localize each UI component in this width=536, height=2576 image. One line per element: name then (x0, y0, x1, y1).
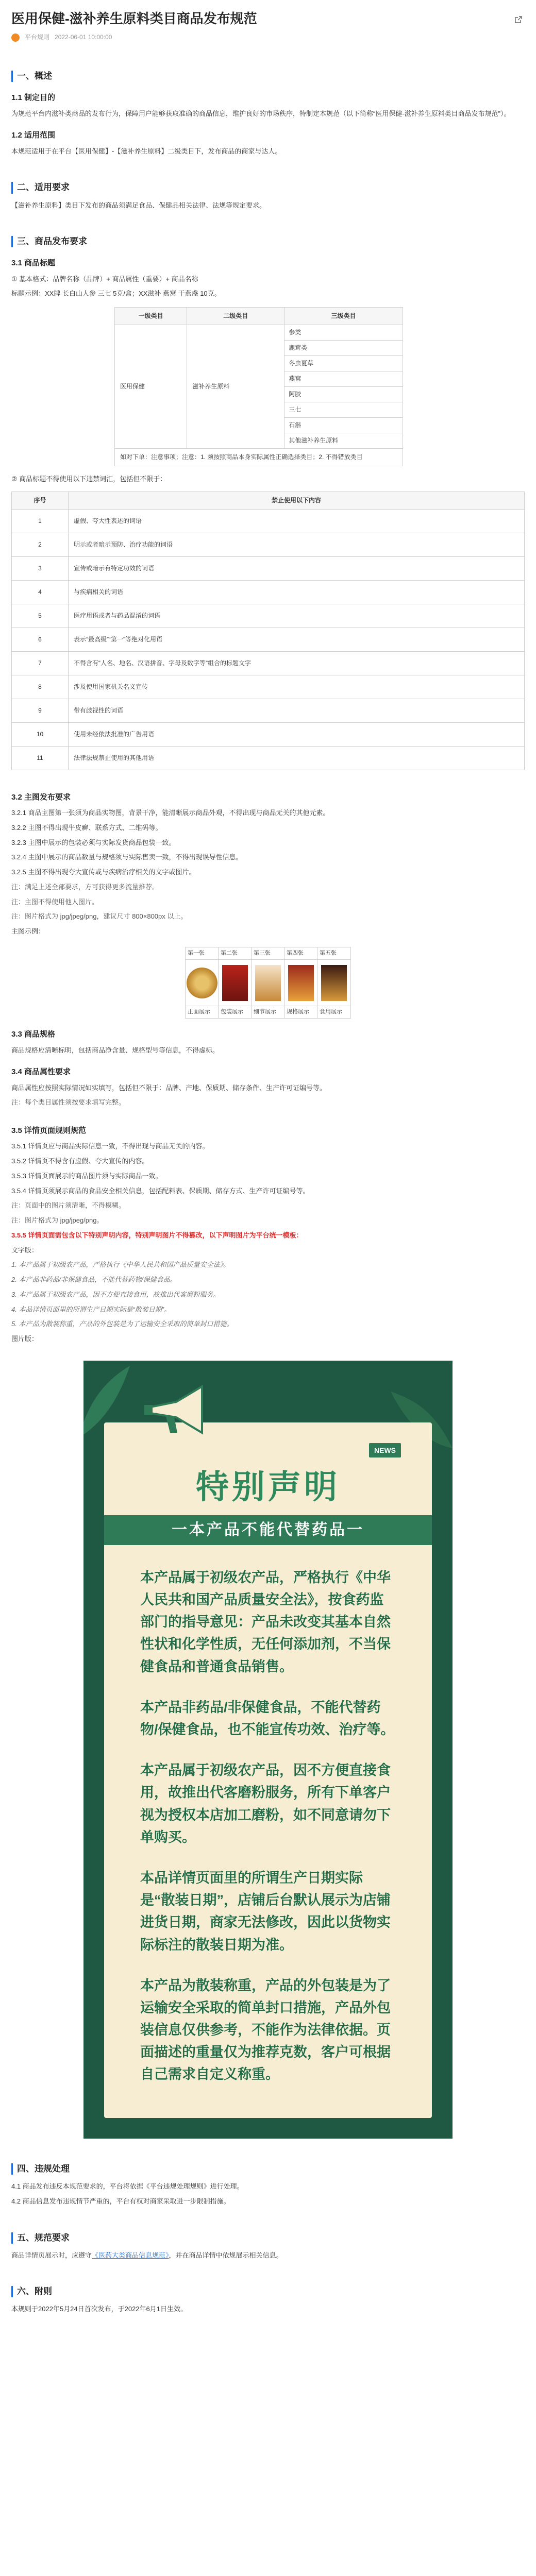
table-header: 二级类目 (187, 308, 284, 325)
paragraph: 3.5.2 详情页不得含有虚假、夸大宣传的内容。 (11, 1157, 149, 1165)
row-text: 宣传或暗示有特定功效的词语 (69, 556, 525, 580)
highlight-rule: 3.5.5 详情页面需包含以下特别声明内容，特别声明图片不得篡改，以下声明图片为平台统一模板： (11, 1231, 303, 1239)
row-text: 带有歧视性的词语 (69, 699, 525, 722)
thumb-foot: 正面展示 (188, 1009, 210, 1015)
publish-date: 2022-06-01 10:00:00 (55, 33, 112, 41)
paragraph: 图片版： (11, 1335, 39, 1343)
row-number: 9 (12, 699, 69, 722)
poster-paragraph: 本产品属于初级农产品，因不方便直接食用，故推出代客磨粉服务，所有下单客户视为授权本店加工磨粉，如不同意请勿下单购买。 (140, 1762, 391, 1845)
row-number: 1 (12, 509, 69, 533)
paragraph: 4.2 商品信息发布违规情节严重的，平台有权对商家采取进一步限制措施。 (11, 2197, 230, 2205)
table-row (12, 699, 525, 722)
subsection-title: 1.1 制定目的 (11, 93, 56, 103)
statement-line: 3. 本产品属于初级农产品，因不方便直接食用，故推出代客磨粉服务。 (11, 1290, 220, 1298)
row-text: 涉及使用国家机关名义宣传 (69, 675, 525, 699)
row-text: 法律法规禁止使用的其他用语 (69, 746, 525, 770)
poster-body (140, 1567, 396, 2105)
main-image-examples (11, 947, 525, 1019)
row-number: 8 (12, 675, 69, 699)
paragraph: ② 商品标题不得使用以下违禁词汇，包括但不限于： (11, 475, 167, 483)
megaphone-icon (140, 1381, 217, 1443)
category-item: 鹿茸类 (284, 341, 403, 356)
table-header: 序号 (12, 492, 69, 509)
category-item: 冬虫夏草 (284, 356, 403, 371)
paragraph: 3.2.5 主图不得出现夸大宣传或与疾病治疗相关的文字或图片。 (11, 868, 196, 876)
forbidden-words-table (11, 492, 525, 770)
paragraph: 商品规格应清晰标明，包括商品净含量、规格型号等信息，不得虚标。 (11, 1046, 220, 1054)
table-row (12, 556, 525, 580)
thumb-image (317, 960, 350, 1006)
table-header: 禁止使用以下内容 (69, 492, 525, 509)
statement-poster-wrap (11, 1361, 525, 2139)
thumb-grid (185, 947, 351, 1019)
text-span: ，并在商品详情中依规展示相关信息。 (169, 2251, 283, 2259)
news-tag: NEWS (369, 1443, 401, 1458)
row-number: 11 (12, 746, 69, 770)
statement-line: 2. 本产品非药品/非保健食品，不能代替药物/保健食品。 (11, 1276, 177, 1284)
subsection-title: 3.2 主图发布要求 (11, 792, 71, 802)
subsection-title: 1.2 适用范围 (11, 131, 56, 140)
section-title: 六、附则 (11, 2286, 525, 2297)
thumb-column (219, 947, 252, 1019)
subsection-title: 3.1 商品标题 (11, 259, 56, 268)
table-row (12, 746, 525, 770)
row-text: 医疗用语或者与药品混淆的词语 (69, 604, 525, 628)
statement-line: 4. 本品详情页面里的所谓生产日期实际是“散装日期”。 (11, 1305, 171, 1313)
paragraph (11, 2250, 525, 2262)
spec-link[interactable]: 《医药大类商品信息规范》 (92, 2251, 169, 2259)
poster-paragraph: 本产品属于初级农产品，严格执行《中华人民共和国产品质量安全法》，按食药监部门的指导意见：产品未改变其基本自然性状和化学性质，无任何添加剂，不当保健食品和普通食品销售。 (140, 1569, 391, 1674)
row-number: 5 (12, 604, 69, 628)
row-number: 10 (12, 722, 69, 746)
table-cell: 医用保健 (115, 325, 187, 449)
paragraph: 3.2.1 商品主图第一张须为商品实物图，背景干净，能清晰展示商品外观，不得出现与商品无关的其他元素。 (11, 809, 330, 817)
poster-title: 特别声明 (196, 1468, 340, 1506)
table-cell (284, 325, 403, 449)
thumb-head: 第三张 (252, 947, 284, 960)
category-item: 其他滋补养生原料 (289, 437, 339, 445)
text-span: 商品详情页展示时，应遵守 (11, 2251, 92, 2259)
thumb-head: 第五张 (317, 947, 350, 960)
category-table (114, 307, 403, 466)
note: 注：图片格式为 jpg/jpeg/png。 (11, 1216, 104, 1225)
note: 注：每个类目属性须按要求填写完整。 (11, 1098, 126, 1107)
thumb-foot: 细节展示 (254, 1009, 276, 1015)
poster-band: 一本产品不能代替药品一 (104, 1515, 432, 1545)
table-row (12, 509, 525, 533)
paragraph: ① 基本格式：品牌名称（品牌）+ 商品属性（重要）+ 商品名称 (11, 275, 198, 283)
table-cell: 滋补养生原料 (187, 325, 284, 449)
note: 注：满足上述全部要求，方可获得更多流量推荐。 (11, 883, 159, 891)
row-text: 使用未经依法批准的广告用语 (69, 722, 525, 746)
note: 注：主图不得使用他人图片。 (11, 897, 99, 906)
paragraph: 标题示例：XX牌 长白山人参 三七 5克/盒；XX滋补 燕窝 干燕盏 10克。 (11, 290, 221, 298)
section-title: 一、概述 (11, 71, 525, 82)
section-title: 三、商品发布要求 (11, 236, 525, 247)
row-text: 明示或者暗示预防、治疗功能的词语 (69, 533, 525, 556)
row-text: 虚假、夸大性表述的词语 (69, 509, 525, 533)
table-row (12, 722, 525, 746)
table-note: 如对下单：注意事项；注意：1. 须按照商品本身实际属性正确选择类目；2. 不得错放类目 (115, 449, 403, 466)
thumb-foot: 食用展示 (320, 1009, 342, 1015)
doc-header (11, 9, 525, 46)
row-text: 表示“最高级”“第一”等绝对化用语 (69, 628, 525, 651)
row-number: 7 (12, 651, 69, 675)
row-number: 2 (12, 533, 69, 556)
subsection-title: 3.3 商品规格 (11, 1030, 56, 1039)
share-icon[interactable] (514, 15, 523, 24)
subsection-title: 3.5 详情页面规则规范 (11, 1126, 87, 1136)
note: 注：页面中的图片须清晰，不得模糊。 (11, 1201, 126, 1210)
table-row (12, 604, 525, 628)
table-row (12, 628, 525, 651)
category-item: 阿胶 (284, 387, 403, 402)
statement-line: 1. 本产品属于初级农产品，严格执行《中华人民共和国产品质量安全法》。 (11, 1261, 230, 1269)
paragraph: 【滋补养生原料】类目下发布的商品须满足食品、保健品相关法律、法规等规定要求。 (11, 201, 266, 209)
paragraph: 3.5.3 详情页面展示的商品图片须与实际商品一致。 (11, 1172, 162, 1180)
thumb-column (252, 947, 284, 1019)
table-row (12, 533, 525, 556)
table-row (12, 580, 525, 604)
paragraph: 3.2.4 主图中展示的商品数量与规格须与实际售卖一致，不得出现误导性信息。 (11, 853, 243, 861)
thumb-head: 第二张 (219, 947, 251, 960)
statement-line: 5. 本产品为散装称重，产品的外包装是为了运输安全采取的简单封口措施。 (11, 1320, 233, 1328)
author-name: 平台规则 (25, 33, 50, 41)
row-text: 与疾病相关的词语 (69, 580, 525, 604)
author-avatar (11, 33, 20, 42)
note: 注：图片格式为 jpg/jpeg/png，建议尺寸 800×800px 以上。 (11, 912, 188, 921)
thumb-foot: 规格展示 (287, 1009, 309, 1015)
page-title: 医用保健-滋补养生原料类目商品发布规范 (11, 11, 257, 26)
paragraph: 为规范平台内滋补类商品的发布行为，保障用户能够获取准确的商品信息，维护良好的市场秩序，特制定本规范（以下简称“医用保健-滋补养生原料类目商品发布规范”）。 (11, 109, 511, 117)
paragraph: 本规则于2022年5月24日首次发布，于2022年6月1日生效。 (11, 2305, 187, 2313)
section-title: 四、违规处理 (11, 2163, 525, 2175)
paragraph: 3.5.1 详情页应与商品实际信息一致，不得出现与商品无关的内容。 (11, 1142, 209, 1150)
category-item: 三七 (284, 402, 403, 418)
table-row (12, 675, 525, 699)
thumb-head: 第一张 (186, 947, 218, 960)
paragraph: 本规范适用于在平台【医用保健】-【滋补养生原料】二级类目下，发布商品的商家与达人。 (11, 147, 282, 155)
thumb-head: 第四张 (284, 947, 317, 960)
table-header: 一级类目 (115, 308, 187, 325)
category-item: 参类 (284, 325, 403, 341)
section-title: 二、适用要求 (11, 182, 525, 193)
thumb-image (186, 960, 218, 1006)
thumb-column (284, 947, 317, 1019)
thumb-image (284, 960, 317, 1006)
paragraph: 文字版： (11, 1246, 39, 1254)
table-header: 三级类目 (284, 308, 403, 325)
row-number: 3 (12, 556, 69, 580)
row-text: 不得含有“人名、地名、汉语拼音、字母及数字等”组合的标题文字 (69, 651, 525, 675)
subsection-title: 3.4 商品属性要求 (11, 1067, 71, 1077)
paragraph: 主图示例： (11, 927, 45, 936)
statement-poster (83, 1361, 453, 2139)
paragraph: 3.2.2 主图不得出现牛皮癣、联系方式、二维码等。 (11, 823, 162, 832)
poster-paragraph: 本产品非药品/非保健食品，不能代替药物/保健食品，也不能宣传功效、治疗等。 (140, 1699, 395, 1738)
paragraph: 3.2.3 主图中展示的包装必须与实际发货商品包装一致。 (11, 838, 176, 846)
row-number: 6 (12, 628, 69, 651)
thumb-foot: 包装展示 (221, 1009, 243, 1015)
thumb-image (252, 960, 284, 1006)
category-item: 燕窝 (284, 371, 403, 387)
section-title: 五、规范要求 (11, 2232, 525, 2244)
paragraph: 3.5.4 详情页须展示商品的食品安全相关信息，包括配料表、保质期、储存方式、生产许可证编号等。 (11, 1187, 310, 1195)
table-row (12, 651, 525, 675)
poster-paragraph: 本产品为散装称重，产品的外包装是为了运输安全采取的简单封口措施，产品外包装信息仅供参考，不能作为法律依据。页面描述的重量仅为推荐克数，客户可根据自己需求自定义称重。 (140, 1977, 391, 2082)
paragraph: 商品属性应按照实际情况如实填写，包括但不限于：品牌、产地、保质期、储存条件、生产许可证编号等。 (11, 1083, 327, 1092)
thumb-column (186, 947, 219, 1019)
category-item: 石斛 (284, 418, 403, 433)
poster-paragraph: 本品详情页面里的所谓生产日期实际是“散装日期”，店铺后台默认展示为店铺进货日期，商家无法修改，因此以货物实际标注的散装日期为准。 (140, 1870, 391, 1953)
row-number: 4 (12, 580, 69, 604)
thumb-image (219, 960, 251, 1006)
thumb-column (317, 947, 350, 1019)
paragraph: 4.1 商品发布违反本规范要求的，平台将依据《平台违规处理规则》进行处理。 (11, 2182, 244, 2191)
meta-row (11, 32, 525, 43)
